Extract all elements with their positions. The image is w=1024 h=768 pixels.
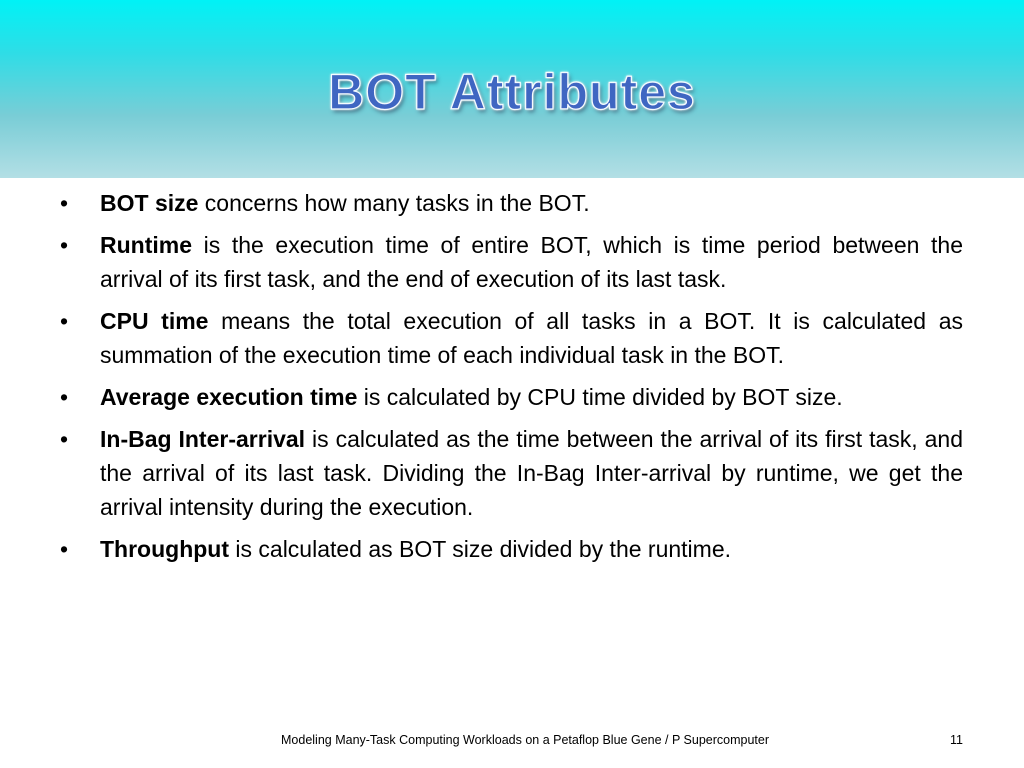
bullet-icon: • xyxy=(60,384,69,410)
bullet-text: is calculated as BOT size divided by the runtime. xyxy=(229,536,731,562)
bullet-icon: • xyxy=(60,536,69,562)
bullet-icon: • xyxy=(60,190,69,216)
bullet-term: Average execution time xyxy=(100,384,358,410)
bullet-item-in-bag-inter-arrival xyxy=(60,422,963,524)
bullet-item-bot-size xyxy=(60,186,963,220)
bullet-item-runtime xyxy=(60,228,963,296)
bullet-item-cpu-time xyxy=(60,304,963,372)
bullet-text: is calculated by CPU time divided by BOT size. xyxy=(357,384,843,410)
bullet-item-average-execution-time xyxy=(60,380,963,414)
bullet-text: is the execution time of entire BOT, which is time period between the arrival of its first task, and the end of execution of its last task. xyxy=(100,232,963,292)
bullet-list xyxy=(60,186,963,574)
bullet-icon: • xyxy=(60,426,69,452)
bullet-term: CPU time xyxy=(100,308,209,334)
slide-footer: Modeling Many-Task Computing Workloads on a Petaflop Blue Gene / P Supercomputer xyxy=(281,733,769,747)
bullet-item-throughput xyxy=(60,532,963,566)
bullet-text: concerns how many tasks in the BOT. xyxy=(198,190,590,216)
page-number: 11 xyxy=(950,733,963,747)
bullet-icon: • xyxy=(60,308,69,334)
bullet-icon: • xyxy=(60,232,69,258)
bullet-term: In-Bag Inter-arrival xyxy=(100,426,306,452)
bullet-term: Throughput xyxy=(100,536,230,562)
bullet-text: is calculated as the time between the arrival of its first task, and the arrival of its last task. Dividing the In-Bag Inter-arrival by runtime, we get the arrival intensity during the execution. xyxy=(100,426,963,520)
bullet-term: BOT size xyxy=(100,190,199,216)
slide-title: BOT Attributes xyxy=(328,64,696,120)
bullet-text: means the total execution of all tasks in a BOT. It is calculated as summation of the execution time of each individual task in the BOT. xyxy=(100,308,964,368)
bullet-term: Runtime xyxy=(100,232,192,258)
